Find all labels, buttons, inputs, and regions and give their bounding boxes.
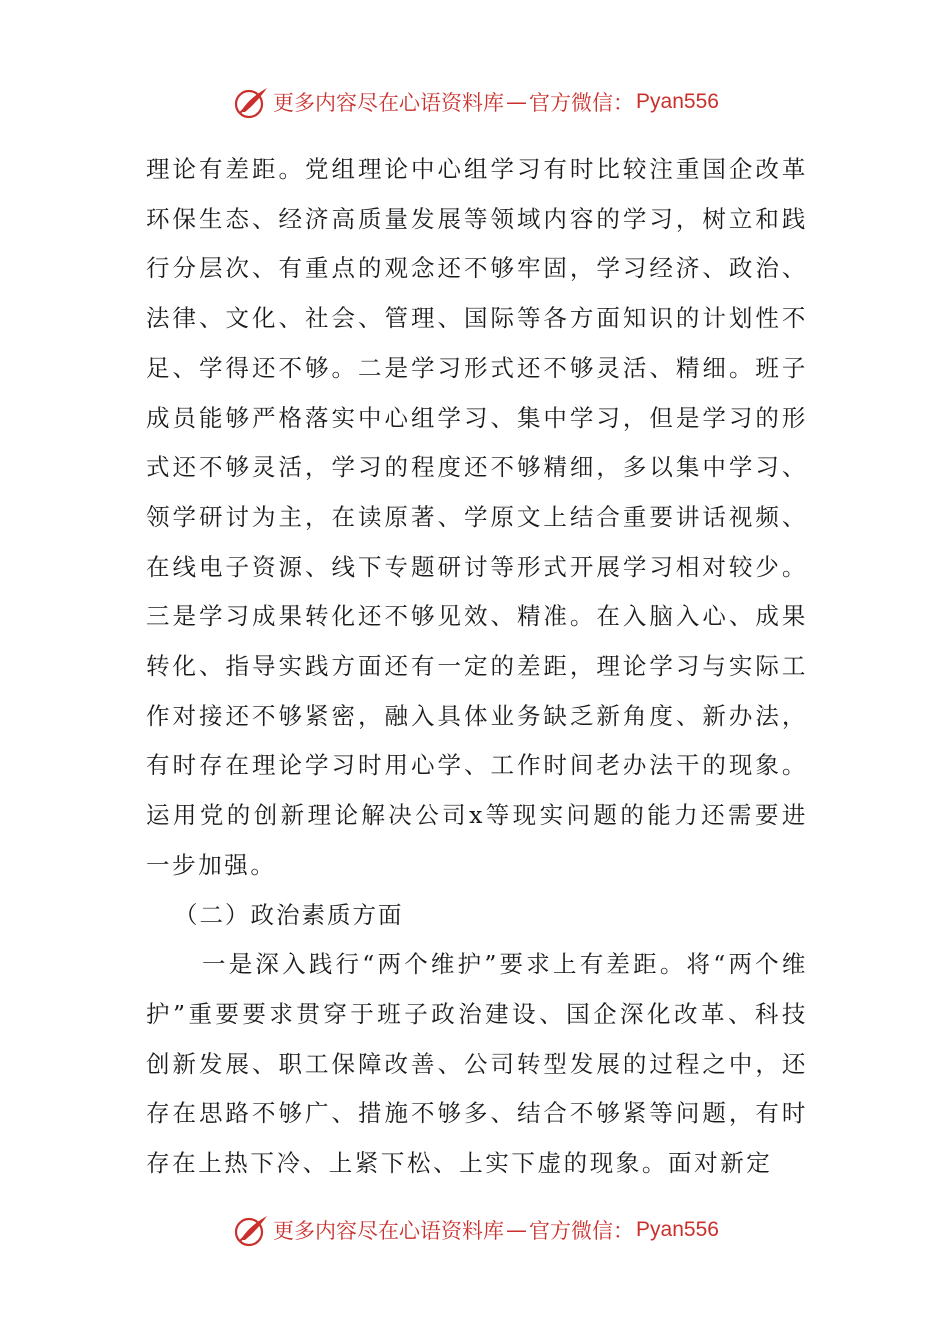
banner-official-label: 官方微信：	[529, 1219, 635, 1243]
footer-watermark-banner	[0, 1210, 950, 1250]
banner-wechat-id: Pyan556	[636, 1218, 719, 1241]
paragraph-1: 理论有差距。党组理论中心组学习有时比较注重国企改革环保生态、经济高质量发展等领域内容的学习，树立和践行分层次、有重点的观念还不够牢固，学习经济、政治、法律、文化、社会、管理、国际等各方面知识的计划性不足、学得还不够。二是学习形式还不够灵活、精细。班子成员能够严格落实中心组学习、集中学习，但是学习的形式还不够灵活，学习的程度还不够精细，多以集中学习、领学研讨为主，在读原著、学原文上结合重要讲话视频、在线电子资源、线下专题研讨等形式开展学习相对较少。三是学习成果转化还不够见效、精准。在入脑入心、成果转化、指导实践方面还有一定的差距，理论学习与实际工作对接还不够紧密，融入具体业务缺乏新角度、新办法，有时存在理论学习时用心学、工作时间老办法干的现象。运用党的创新理论解决公司x等现实问题的能力还需要进一步加强。	[146, 155, 808, 879]
quill-pen-logo-icon	[231, 82, 271, 122]
section-subheading: （二）政治素质方面	[174, 900, 404, 929]
paragraph-2: 一是深入践行“两个维护”要求上有差距。将“两个维护”重要要求贯穿于班子政治建设、国企深化改革、科技创新发展、职工保障改善、公司转型发展的过程之中，还存在思路不够广、措施不够多、结合不够紧等问题，有时存在上热下冷、上紧下松、上实下虚的现象。面对新定	[146, 950, 808, 1178]
banner-dash: —	[506, 90, 528, 114]
document-body	[146, 145, 808, 1189]
banner-wechat-id: Pyan556	[636, 90, 719, 113]
banner-official-label: 官方微信：	[529, 91, 635, 115]
banner-brand-text: 更多内容尽在心语资料库	[273, 1219, 505, 1243]
banner-dash: —	[506, 1218, 528, 1242]
banner-brand-text: 更多内容尽在心语资料库	[273, 91, 505, 115]
quill-pen-logo-icon	[231, 1210, 271, 1250]
header-watermark-banner	[0, 82, 950, 122]
